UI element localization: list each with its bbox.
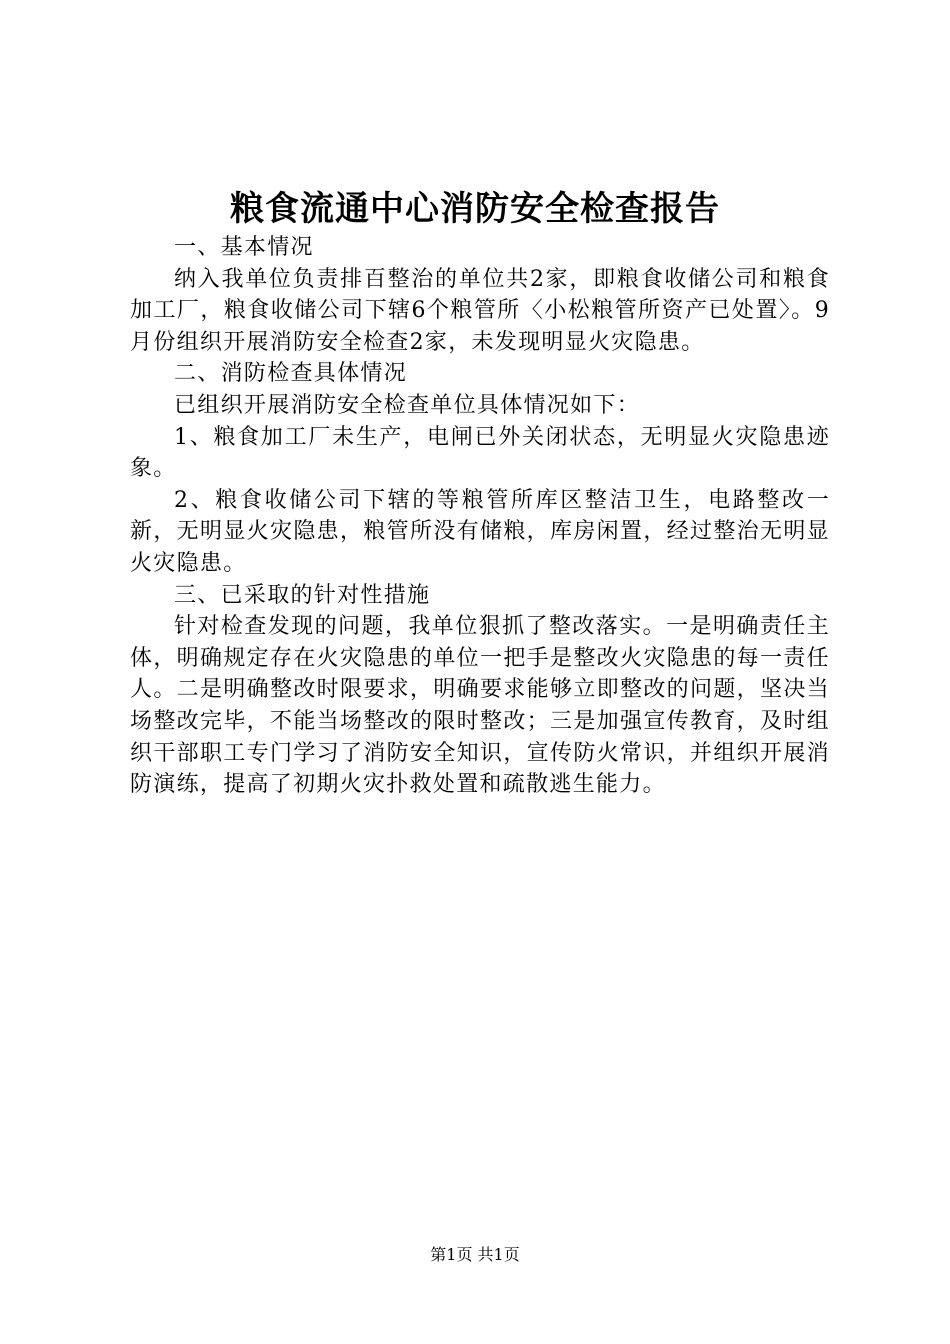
- document-title: 粮食流通中心消防安全检查报告: [230, 189, 720, 229]
- section-heading-basic-info: 一、基本情况: [174, 235, 314, 260]
- document-body: [130, 232, 830, 801]
- section-heading-measures: 三、已采取的针对性措施: [174, 582, 431, 608]
- paragraph-basic-info: 纳入我单位负责排百整治的单位共2家，即粮食收储公司和粮食加工厂，粮食收储公司下辖6个粮管所〈小松粮管所资产已处置〉。9月份组织开展消防安全检查2家，未发现明显火灾隐患。: [130, 266, 830, 355]
- paragraph-measures: 针对检查发现的问题，我单位狠抓了整改落实。一是明确责任主体，明确规定存在火灾隐患的单位一把手是整改火灾隐患的每一责任人。二是明确整改时限要求，明确要求能够立即整改的问题，坚决当场整改完毕，不能当场整改的限时整改；三是加强宣传教育，及时组织干部职工专门学习了消防安全知识，宣传防火常识，并组织开展消防演练，提高了初期火灾扑救处置和疏散逃生能力。: [130, 614, 830, 798]
- page-footer: 第1页 共1页: [430, 1245, 520, 1264]
- paragraph-item-1: 1、粮食加工厂未生产，电闸已外关闭状态，无明显火灾隐患迹象。: [130, 424, 830, 482]
- paragraph-inspection-intro: 已组织开展消防安全检查单位具体情况如下：: [174, 392, 641, 418]
- paragraph-item-2: 2、粮食收储公司下辖的等粮管所库区整洁卫生，电路整改一新，无明显火灾隐患，粮管所没有储粮，库房闲置，经过整治无明显火灾隐患。: [130, 487, 830, 576]
- section-heading-inspection-details: 二、消防检查具体情况: [174, 361, 408, 387]
